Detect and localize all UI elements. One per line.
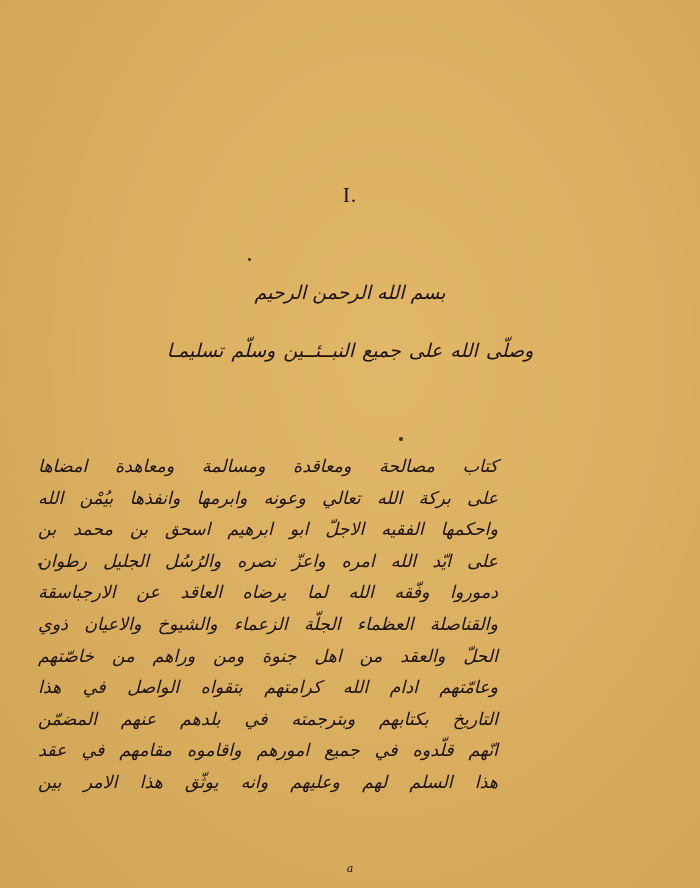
basmala-heading: بسم الله الرحمن الرحيم (254, 282, 446, 304)
body-line: دموروا وفّقه الله لما يرضاه العاقد عن الارجباسقة (38, 583, 498, 604)
body-line: انّهم قلّدوه في جميع امورهم واقاموه مقامهم في عقد (38, 741, 498, 762)
body-line: كتاب مصالحة ومعاقدة ومسالمة ومعاهدة امضاها (38, 457, 498, 477)
document-body (38, 452, 498, 800)
body-line: على ايّد الله امره واعزّ نصره والرُسُل الجليل رطوان (38, 551, 498, 572)
body-line: هذا السلم لهم وعليهم وانه يوثّق هذا الامر بين (38, 772, 498, 793)
page-signature-mark: a (346, 862, 354, 875)
body-line: التاريخ بكتابهم وبترجمته في بلدهم عنهم المضمّن (38, 709, 498, 730)
body-line: واحكمها الفقيه الاجلّ ابو ابرهيم اسحق بن محمد بن (38, 520, 498, 541)
speck-mark (399, 437, 403, 441)
body-line: على بركة الله تعالي وعونه وابرمها وانفذها بيُمْن الله (38, 488, 498, 509)
body-line: والقناصلة العظماء الجلّة الزعماء والشيوخ والاعيان ذوي (38, 614, 498, 635)
salutation-line: وصلّى الله على جميع النبــئــين وسلّم تسليمـا (166, 340, 534, 362)
section-number: I. (342, 183, 358, 207)
body-line: وعامّتهم ادام الله كرامتهم بتقواه الواصل في هذا (38, 678, 498, 699)
body-line: الحلّ والعقد من اهل جنوة ومن وراهم من خاصّتهم (38, 646, 498, 667)
speck-mark (248, 258, 251, 261)
